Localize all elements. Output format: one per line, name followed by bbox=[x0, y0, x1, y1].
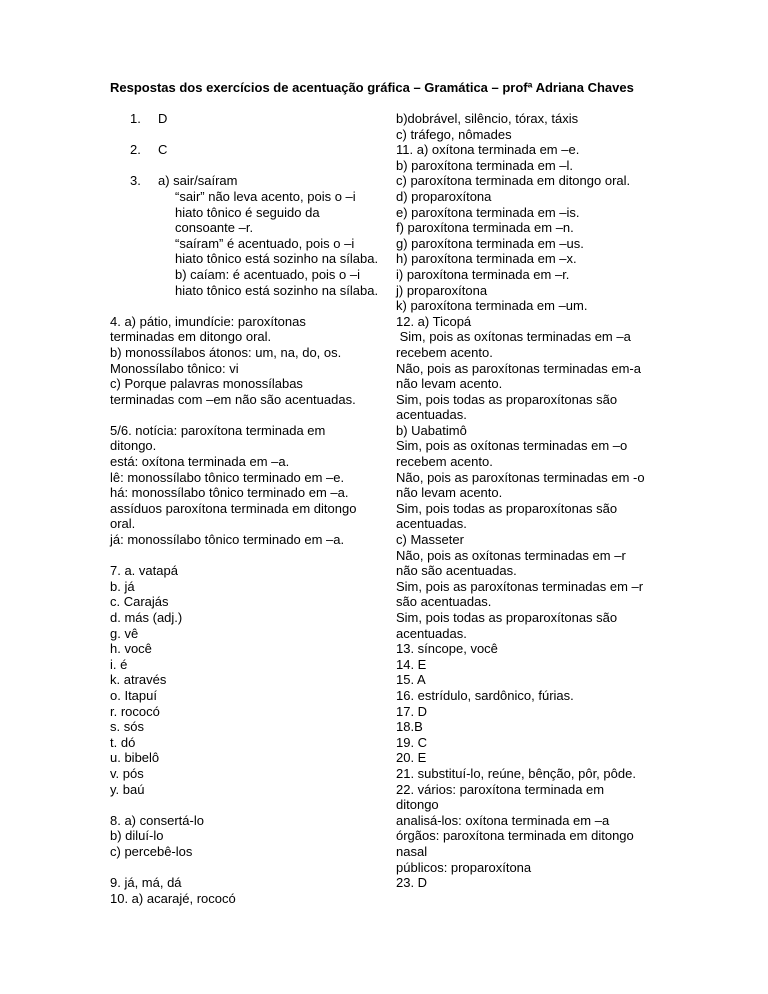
answer-line: não levam acento. bbox=[396, 376, 503, 392]
answer-line: não levam acento. bbox=[396, 485, 503, 501]
answer-text: C bbox=[158, 142, 168, 158]
answer-line: y. baú bbox=[110, 781, 145, 797]
left-column bbox=[110, 111, 380, 906]
answer-line: acentuadas. bbox=[396, 516, 467, 532]
answer-line: b) caíam: é acentuado, pois o –i bbox=[175, 266, 361, 282]
answer-line: e) paroxítona terminada em –is. bbox=[396, 204, 580, 220]
answer-line: 13. síncope, você bbox=[396, 641, 498, 657]
answer-line: acentuadas. bbox=[396, 407, 467, 423]
answer-line: não são acentuadas. bbox=[396, 563, 517, 579]
answer-line: órgãos: paroxítona terminada em ditongo bbox=[396, 828, 634, 844]
answer-line: acentuadas. bbox=[396, 625, 467, 641]
answer-line: 19. C bbox=[396, 734, 428, 750]
answer-line: b. já bbox=[110, 578, 135, 594]
answer-line: são acentuadas. bbox=[396, 594, 492, 610]
answer-number: 1. bbox=[130, 111, 141, 126]
answer-line: j) proparoxítona bbox=[396, 282, 488, 298]
answer-line: Não, pois as paroxítonas terminadas em-a bbox=[396, 360, 641, 376]
answer-line: 10. a) acarajé, rococó bbox=[110, 890, 236, 906]
right-column bbox=[396, 111, 676, 891]
answer-line: assíduos paroxítona terminada em ditongo bbox=[110, 500, 357, 516]
answer-text: D bbox=[158, 111, 168, 126]
answer-line: g) paroxítona terminada em –us. bbox=[396, 235, 584, 251]
answer-line: 14. E bbox=[396, 656, 427, 672]
answer-line: b) monossílabos átonos: um, na, do, os. bbox=[110, 344, 342, 360]
answer-line: 21. substituí-lo, reúne, bênção, pôr, pôde. bbox=[396, 765, 636, 781]
answer-line: b) paroxítona terminada em –l. bbox=[396, 157, 574, 173]
answer-line: c) paroxítona terminada em ditongo oral. bbox=[396, 173, 631, 189]
answer-line: recebem acento. bbox=[396, 344, 493, 360]
answer-7 bbox=[110, 563, 380, 797]
answer-line: i. é bbox=[110, 656, 128, 672]
answer-line: b)dobrável, silêncio, tórax, táxis bbox=[396, 111, 579, 126]
answer-line: 7. a. vatapá bbox=[110, 563, 178, 579]
answer-line: 8. a) consertá-lo bbox=[110, 812, 204, 828]
answer-line: s. sós bbox=[110, 719, 144, 735]
answer-line: 17. D bbox=[396, 703, 428, 719]
answer-line: 16. estrídulo, sardônico, fúrias. bbox=[396, 687, 574, 703]
answer-line: a) sair/saíram bbox=[158, 173, 238, 189]
answer-line: Sim, pois as paroxítonas terminadas em –r bbox=[396, 578, 644, 594]
answer-number: 3. bbox=[130, 173, 141, 189]
document-title: Respostas dos exercícios de acentuação gráfica – Gramática – profª Adriana Chaves bbox=[110, 80, 634, 95]
answer-line: f) paroxítona terminada em –n. bbox=[396, 220, 574, 236]
answer-line: 20. E bbox=[396, 750, 427, 766]
answer-line: “saíram” é acentuado, pois o –i bbox=[175, 235, 355, 251]
answer-line: recebem acento. bbox=[396, 454, 493, 470]
answer-5-6 bbox=[110, 423, 380, 548]
answer-line: terminadas em ditongo oral. bbox=[110, 329, 272, 345]
answer-line: Monossílabo tônico: vi bbox=[110, 360, 239, 376]
answer-9-10 bbox=[110, 875, 380, 906]
answer-4 bbox=[110, 314, 380, 408]
answer-line: k) paroxítona terminada em –um. bbox=[396, 298, 588, 314]
answer-line: Sim, pois todas as proparoxítonas são bbox=[396, 610, 618, 625]
answer-line: hiato tônico está sozinho na sílaba. bbox=[175, 282, 379, 298]
answer-line: lê: monossílabo tônico terminado em –e. bbox=[110, 469, 345, 485]
answer-line: públicos: proparoxítona bbox=[396, 859, 532, 875]
answer-line: b) Uabatimô bbox=[396, 422, 467, 438]
answer-line: c. Carajás bbox=[110, 594, 169, 610]
answer-line: “sair” não leva acento, pois o –i bbox=[175, 188, 356, 204]
answer-line: c) Porque palavras monossílabas bbox=[110, 376, 303, 392]
answer-line: ditongo. bbox=[110, 438, 157, 454]
answer-line: 15. A bbox=[396, 672, 426, 688]
answer-line: 5/6. notícia: paroxítona terminada em bbox=[110, 422, 326, 438]
answer-line: nasal bbox=[396, 843, 428, 859]
answer-line: Sim, pois as oxítonas terminadas em –a bbox=[396, 329, 631, 345]
answer-line: h) paroxítona terminada em –x. bbox=[396, 251, 577, 267]
answer-line: g. vê bbox=[110, 625, 139, 641]
answer-line: Não, pois as paroxítonas terminadas em -o bbox=[396, 469, 645, 485]
answer-line: u. bibelô bbox=[110, 750, 160, 766]
answer-line: 9. já, má, dá bbox=[110, 875, 182, 891]
answer-2 bbox=[110, 142, 380, 158]
answer-line: hiato tônico está sozinho na sílaba. bbox=[175, 251, 379, 267]
answer-line: k. através bbox=[110, 672, 167, 688]
answer-line: ditongo bbox=[396, 797, 439, 813]
answer-line: c) percebê-los bbox=[110, 843, 193, 859]
answer-line: Sim, pois todas as proparoxítonas são bbox=[396, 500, 618, 516]
answer-line: d. más (adj.) bbox=[110, 610, 183, 625]
answer-3 bbox=[110, 173, 380, 298]
answer-line: Sim, pois as oxítonas terminadas em –o bbox=[396, 438, 628, 454]
answer-line: analisá-los: oxítona terminada em –a bbox=[396, 812, 610, 828]
answer-line: terminadas com –em não são acentuadas. bbox=[110, 391, 356, 407]
answer-line: hiato tônico é seguido da bbox=[175, 204, 320, 220]
answer-8 bbox=[110, 813, 380, 860]
answer-line: oral. bbox=[110, 516, 136, 532]
answer-line: t. dó bbox=[110, 734, 136, 750]
answer-line: 23. D bbox=[396, 875, 428, 891]
answer-line: Não, pois as oxítonas terminadas em –r bbox=[396, 547, 626, 563]
answer-line: v. pós bbox=[110, 765, 144, 781]
answer-line: c) Masseter bbox=[396, 532, 464, 548]
answer-line: 11. a) oxítona terminada em –e. bbox=[396, 142, 580, 158]
answer-line: h. você bbox=[110, 641, 152, 657]
answer-line: i) paroxítona terminada em –r. bbox=[396, 266, 570, 282]
answer-1 bbox=[110, 111, 380, 127]
answer-line: 18.B bbox=[396, 719, 423, 735]
answer-line: Sim, pois todas as proparoxítonas são bbox=[396, 391, 618, 407]
answer-number: 2. bbox=[130, 142, 141, 158]
answer-line: consoante –r. bbox=[175, 220, 254, 236]
answer-line: há: monossílabo tônico terminado em –a. bbox=[110, 485, 349, 501]
answer-line: 22. vários: paroxítona terminada em bbox=[396, 781, 605, 797]
answer-line: está: oxítona terminada em –a. bbox=[110, 454, 290, 470]
answer-line: já: monossílabo tônico terminado em –a. bbox=[110, 532, 345, 548]
answer-line: o. Itapuí bbox=[110, 687, 157, 703]
answer-line: d) proparoxítona bbox=[396, 188, 492, 204]
answer-line: 12. a) Ticopá bbox=[396, 313, 472, 329]
answer-line: c) tráfego, nômades bbox=[396, 126, 512, 142]
answer-line: r. rococó bbox=[110, 703, 160, 719]
answer-line: b) diluí-lo bbox=[110, 828, 164, 844]
answer-line: 4. a) pátio, imundície: paroxítonas bbox=[110, 313, 306, 329]
